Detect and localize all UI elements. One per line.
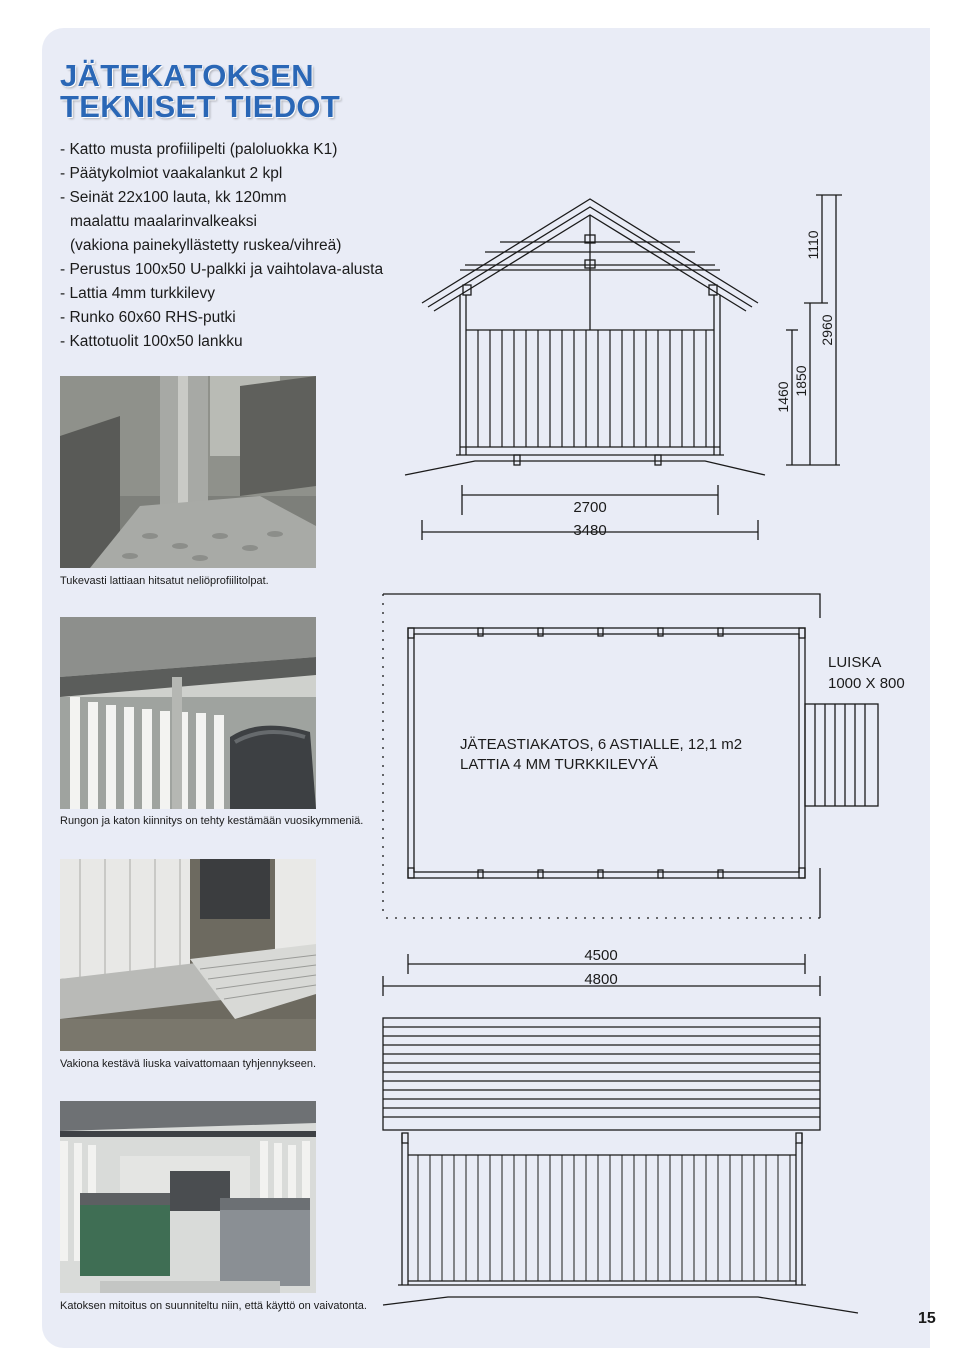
spec-item: - Katto musta profiilipelti (paloluokka K1) [60,141,338,158]
page-edge [930,0,960,1358]
caption-photo-2: Rungon ja katon kiinnitys on tehty kestämään vuosikymmeniä. [60,815,364,827]
page-number: 15 [918,1310,936,1327]
elevation-drawing [400,185,870,555]
spec-item: - Päätykolmiot vaakalankut 2 kpl [60,165,283,182]
ramp-label: LUISKA [828,654,882,671]
spec-item: maalattu maalarinvalkeaksi [70,213,257,230]
spec-item: - Kattotuolit 100x50 lankku [60,333,243,350]
dim-plan-outer: 4800 [584,971,618,988]
spec-item: - Seinät 22x100 lauta, kk 120mm [60,189,287,206]
photo-ramp [60,859,316,1051]
ramp-size: 1000 X 800 [828,675,905,692]
plan-label-2: LATTIA 4 MM TURKKILEVYÄ [460,756,658,773]
dim-plan-inner: 4500 [584,947,618,964]
caption-photo-3: Vakiona kestävä liuska vaivattomaan tyhjennykseen. [60,1058,316,1070]
photo-posts [60,376,316,568]
spec-item: - Perustus 100x50 U-palkki ja vaihtolava-alusta [60,261,384,278]
dim-width-outer: 3480 [573,522,607,539]
front-view-drawing [378,1015,918,1335]
dim-height-1850: 1850 [793,365,809,397]
plan-label-1: JÄTEASTIAKATOS, 6 ASTIALLE, 12,1 m2 [460,736,743,753]
caption-photo-4: Katoksen mitoitus on suunniteltu niin, että käyttö on vaivatonta. [60,1300,367,1312]
plan-drawing [378,588,918,1000]
dim-roof-1110: 1110 [805,230,821,260]
photo-frame [60,617,316,809]
dim-total-2960: 2960 [819,314,835,346]
title-line-2: TEKNISET TIEDOT [60,89,341,124]
title-line-1: JÄTEKATOKSEN [60,58,314,93]
spec-list [60,138,383,354]
page-title [60,60,340,122]
spec-item: (vakiona painekyllästetty ruskea/vihreä) [70,237,342,254]
photo-bins [60,1101,316,1293]
front-fence-boards [418,1155,790,1281]
caption-photo-1: Tukevasti lattiaan hitsatut neliöprofiilitolpat. [60,575,269,587]
dim-width-inner: 2700 [573,499,607,516]
spec-item: - Lattia 4mm turkkilevy [60,285,216,302]
spec-item: - Runko 60x60 RHS-putki [60,309,236,326]
fence-boards [478,330,706,447]
dim-height-1460: 1460 [775,381,791,413]
